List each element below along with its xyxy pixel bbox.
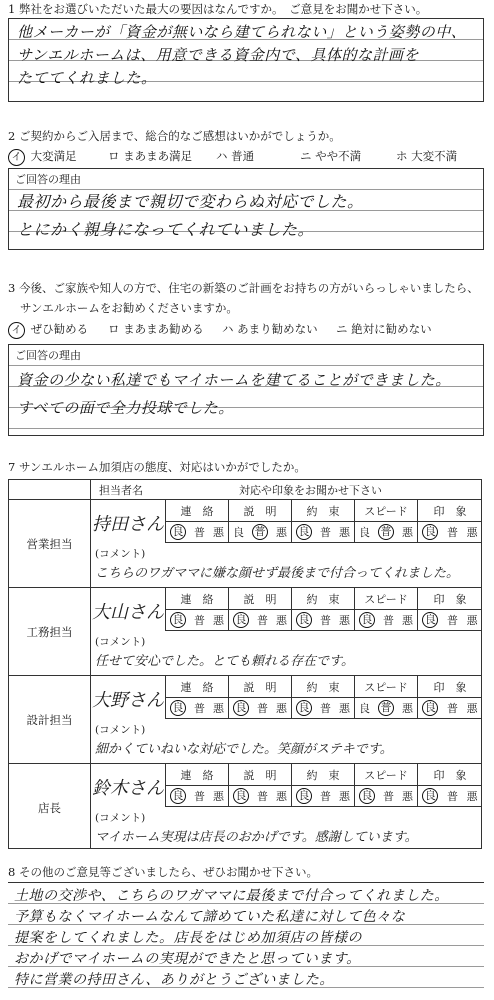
rating-option[interactable]: 悪	[213, 790, 224, 803]
rating-option[interactable]: 良	[296, 700, 312, 716]
header-opinion: 対応や印象をお聞かせ下さい	[239, 484, 382, 497]
rating-option[interactable]: 悪	[213, 702, 224, 715]
rating-option[interactable]: 悪	[339, 526, 350, 539]
rating-option[interactable]: 普	[194, 526, 205, 539]
criterion-label: 説 明	[228, 676, 291, 698]
rating-option[interactable]: 普	[257, 790, 268, 803]
rating-group	[354, 522, 417, 543]
rating-option[interactable]: 普	[446, 526, 458, 539]
q2-option-4[interactable]: ニ やや不満	[300, 149, 362, 163]
criterion-label: 印 象	[417, 500, 482, 522]
rating-option[interactable]: 良	[296, 788, 312, 804]
staff-role: 営業担当	[26, 536, 73, 551]
q2-reason-line: 最初から最後まで親切で変わらぬ対応でした。	[17, 192, 364, 211]
rating-option[interactable]: 普	[446, 790, 458, 803]
q1-answer-line: 他メーカーが「資金が無いなら建てられない」という姿勢の中、	[17, 23, 467, 41]
criterion-label: 連 絡	[165, 764, 228, 786]
q2-options	[8, 148, 484, 166]
rating-option[interactable]: 良	[359, 612, 375, 628]
criterion-label: 約 束	[291, 764, 354, 786]
rating-option[interactable]: 良	[296, 612, 312, 628]
rating-option[interactable]: 良	[170, 612, 186, 628]
header-staff-name: 担当者名	[99, 484, 143, 497]
staff-role: 設計担当	[26, 712, 73, 727]
q2-reason-line: とにかく親身になってくれていました。	[17, 220, 315, 239]
rating-group	[291, 698, 354, 719]
rating-option[interactable]: 悪	[402, 614, 413, 627]
rating-option[interactable]: 普	[378, 700, 394, 716]
staff-name: 大野さん	[92, 690, 164, 711]
q1-answer-line: サンエルホームは、用意できる資金内で、具体的な計画を	[17, 46, 419, 64]
rating-group	[228, 698, 291, 719]
criterion-label: 印 象	[417, 764, 482, 786]
rating-option[interactable]: 良	[233, 526, 244, 539]
rating-group	[354, 610, 417, 631]
rating-group	[291, 522, 354, 543]
criterion-label: スピード	[354, 764, 417, 786]
comment-label: (コメント)	[95, 636, 146, 648]
rating-group	[165, 522, 228, 543]
criterion-label: 連 絡	[165, 588, 228, 610]
rating-option[interactable]: 悪	[213, 614, 224, 627]
rating-option[interactable]: 悪	[276, 702, 287, 715]
rating-option[interactable]: 普	[383, 614, 394, 627]
rating-option[interactable]: 良	[422, 700, 438, 716]
criterion-label: スピード	[354, 500, 417, 522]
rating-option[interactable]: 良	[359, 788, 375, 804]
q2-option-3[interactable]: ハ 普通	[216, 149, 255, 163]
staff-comment: マイホーム実現は店長のおかげです。感謝しています。	[95, 830, 418, 845]
staff-comment: 任せて安心でした。とても頼れる存在です。	[95, 654, 354, 669]
q8-answer-line: 土地の交渉や、こちらのワガママに最後まで付合ってくれました。	[14, 888, 449, 904]
rating-option[interactable]: 悪	[276, 614, 287, 627]
rating-group	[291, 610, 354, 631]
criterion-label: 説 明	[228, 764, 291, 786]
rating-group	[165, 786, 228, 807]
staff-row	[9, 587, 481, 675]
rating-option[interactable]: 良	[422, 788, 438, 804]
q1-answer-line: たててくれました。	[17, 69, 157, 87]
q8-question: 8 その他のご意見等ございましたら、ぜひお聞かせ下さい。	[8, 865, 318, 879]
rating-group	[417, 522, 482, 543]
rating-option[interactable]: 普	[378, 524, 394, 540]
q3-option-1[interactable]: イ ぜひ勧める	[8, 321, 88, 339]
q3-reason-line: すべての面で全力投球でした。	[17, 399, 234, 417]
rating-option[interactable]: 良	[170, 524, 186, 540]
staff-row	[9, 763, 481, 851]
rating-group	[228, 522, 291, 543]
staff-row	[9, 499, 481, 587]
rating-group	[228, 610, 291, 631]
q3-option-4[interactable]: ニ 絶対に勧めない	[336, 322, 432, 336]
q1-question: 1 弊社をお選びいただいた最大の要因はなんですか。 ご意見をお聞かせ下さい。	[8, 2, 428, 16]
rating-option[interactable]: 良	[233, 612, 249, 628]
staff-name: 鈴木さん	[92, 778, 164, 799]
rating-option[interactable]: 良	[359, 702, 370, 715]
rating-option[interactable]: 悪	[339, 614, 350, 627]
rating-option[interactable]: 悪	[402, 526, 413, 539]
q3-question-line2: サンエルホームをお勧めくださいますか。	[20, 301, 238, 315]
rating-option[interactable]: 普	[320, 702, 331, 715]
staff-row	[9, 675, 481, 763]
rating-option[interactable]: 悪	[213, 526, 224, 539]
criterion-label: 印 象	[417, 676, 482, 698]
criterion-label: 説 明	[228, 588, 291, 610]
rating-group	[417, 698, 482, 719]
rating-option[interactable]: 良	[233, 700, 249, 716]
rating-group	[354, 698, 417, 719]
rating-option[interactable]: 良	[233, 788, 249, 804]
staff-name: 持田さん	[92, 514, 164, 535]
rating-group	[291, 786, 354, 807]
rating-option[interactable]: 普	[257, 614, 268, 627]
q2-question: 2 ご契約からご入居まで、総合的なご感想はいかがでしょうか。	[8, 129, 341, 143]
q8-answer-line: 予算もなくマイホームなんて諦めていた私達に対して色々な	[14, 909, 406, 925]
rating-option[interactable]: 良	[170, 788, 186, 804]
q3-reason-label: ご回答の理由	[15, 349, 81, 362]
staff-role: 店長	[38, 800, 61, 815]
rating-option[interactable]: 良	[422, 612, 438, 628]
q3-reason-box	[8, 344, 484, 436]
rating-group	[354, 786, 417, 807]
rating-option[interactable]: 悪	[466, 790, 478, 803]
comment-label: (コメント)	[95, 724, 146, 736]
q2-option-5[interactable]: ホ 大変不満	[396, 149, 458, 163]
q3-option-3[interactable]: ハ あまり勧めない	[222, 322, 318, 336]
q3-question-line1: 3 今後、ご家族や知人の方で、住宅の新築のご計画をお持ちの方がいらっしゃいましたら、	[8, 281, 479, 295]
rating-option[interactable]: 普	[194, 702, 205, 715]
comment-label: (コメント)	[95, 812, 146, 824]
criterion-label: 連 絡	[165, 500, 228, 522]
rating-option[interactable]: 悪	[276, 526, 287, 539]
criterion-label: 印 象	[417, 588, 482, 610]
rating-group	[228, 786, 291, 807]
rating-option[interactable]: 普	[320, 790, 331, 803]
rating-option[interactable]: 普	[446, 702, 458, 715]
rating-option[interactable]: 良	[422, 524, 438, 540]
q2-reason-label: ご回答の理由	[15, 173, 81, 186]
rating-option[interactable]: 普	[320, 526, 331, 539]
selected-circle-icon: イ	[8, 149, 25, 166]
rating-group	[417, 786, 482, 807]
rating-option[interactable]: 普	[257, 702, 268, 715]
rating-option[interactable]: 悪	[466, 526, 478, 539]
staff-evaluation-table	[8, 479, 482, 849]
rating-option[interactable]: 普	[446, 614, 458, 627]
q2-option-1[interactable]: イ 大変満足	[8, 148, 77, 166]
comment-label: (コメント)	[95, 548, 146, 560]
rating-option[interactable]: 悪	[466, 614, 478, 627]
q3-option-2[interactable]: ロ まあまあ勧める	[108, 322, 204, 336]
rating-option[interactable]: 悪	[276, 790, 287, 803]
staff-comment: こちらのワガママに嫌な顔せず最後まで付合ってくれました。	[95, 566, 460, 581]
rating-option[interactable]: 悪	[339, 702, 350, 715]
rating-option[interactable]: 普	[194, 614, 205, 627]
q8-answer-box	[8, 882, 484, 996]
staff-table-header	[9, 480, 481, 500]
q3-options	[8, 321, 484, 339]
staff-role: 工務担当	[26, 624, 73, 639]
criterion-label: 説 明	[228, 500, 291, 522]
q1-answer-box	[8, 18, 484, 102]
staff-name: 大山さん	[92, 602, 164, 623]
selected-circle-icon: イ	[8, 322, 25, 339]
q8-answer-line: おかげでマイホームの実現ができたと思っています。	[14, 951, 361, 967]
q7-question: 7 サンエルホーム加須店の態度、対応はいかがでしたか。	[8, 460, 306, 474]
rating-option[interactable]: 良	[296, 524, 312, 540]
rating-option[interactable]: 良	[359, 526, 370, 539]
q8-answer-line: 特に営業の持田さん、ありがとうございました。	[14, 972, 334, 988]
criterion-label: 約 束	[291, 676, 354, 698]
rating-option[interactable]: 普	[194, 790, 205, 803]
rating-option[interactable]: 普	[320, 614, 331, 627]
rating-group	[165, 698, 228, 719]
criterion-label: スピード	[354, 588, 417, 610]
criterion-label: 約 束	[291, 588, 354, 610]
staff-comment: 細かくていねいな対応でした。笑顔がステキです。	[95, 742, 393, 757]
q8-answer-line: 提案をしてくれました。店長をはじめ加須店の皆様の	[14, 930, 362, 946]
rating-option[interactable]: 悪	[402, 790, 413, 803]
rating-option[interactable]: 良	[170, 700, 186, 716]
q3-reason-line: 資金の少ない私達でもマイホームを建てることができました。	[17, 371, 451, 389]
criterion-label: 連 絡	[165, 676, 228, 698]
rating-option[interactable]: 普	[383, 790, 394, 803]
criterion-label: 約 束	[291, 500, 354, 522]
rating-group	[417, 610, 482, 631]
rating-option[interactable]: 悪	[402, 702, 413, 715]
criterion-label: スピード	[354, 676, 417, 698]
rating-option[interactable]: 悪	[466, 702, 478, 715]
q2-option-2[interactable]: ロ まあまあ満足	[108, 149, 193, 163]
rating-option[interactable]: 普	[252, 524, 268, 540]
rating-option[interactable]: 悪	[339, 790, 350, 803]
rating-group	[165, 610, 228, 631]
q2-reason-box	[8, 168, 484, 250]
